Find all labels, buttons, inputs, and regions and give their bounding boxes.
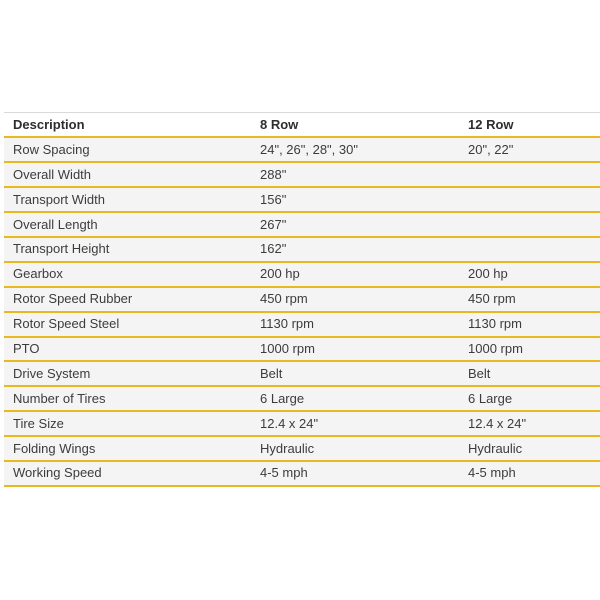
- cell-8-row: Hydraulic: [260, 440, 315, 456]
- header-8-row: 8 Row: [260, 116, 299, 132]
- cell-12-row: 20", 22": [468, 141, 514, 157]
- table-row: [4, 436, 600, 461]
- cell-description: Number of Tires: [13, 390, 106, 406]
- cell-12-row: 6 Large: [468, 390, 513, 406]
- cell-description: Tire Size: [13, 415, 64, 431]
- table-row: [4, 361, 600, 386]
- cell-8-row: 156": [260, 191, 287, 207]
- table-row: [4, 287, 600, 312]
- cell-description: Gearbox: [13, 266, 63, 282]
- table-row: [4, 337, 600, 362]
- cell-12-row: Belt: [468, 365, 491, 381]
- cell-8-row: Belt: [260, 365, 283, 381]
- cell-8-row: 450 rpm: [260, 291, 308, 307]
- cell-description: PTO: [13, 340, 40, 356]
- cell-8-row: 162": [260, 241, 287, 257]
- cell-12-row: Hydraulic: [468, 440, 523, 456]
- cell-8-row: 1000 rpm: [260, 340, 315, 356]
- cell-8-row: 4-5 mph: [260, 465, 308, 481]
- header-description: Description: [13, 116, 85, 132]
- cell-12-row: 4-5 mph: [468, 465, 516, 481]
- table-row: [4, 461, 600, 486]
- table-row: [4, 237, 600, 262]
- cell-12-row: [459, 162, 600, 187]
- cell-8-row: 12.4 x 24": [260, 415, 319, 431]
- cell-12-row: 450 rpm: [468, 291, 516, 307]
- cell-description: Overall Width: [13, 166, 92, 182]
- cell-12-row: [459, 187, 600, 212]
- table-row: [4, 187, 600, 212]
- cell-12-row: 1130 rpm: [468, 316, 522, 332]
- spec-table-header: [4, 113, 600, 138]
- table-row: [4, 262, 600, 287]
- cell-8-row: 288": [260, 166, 287, 182]
- cell-description: Transport Width: [13, 191, 105, 207]
- cell-description: Overall Length: [13, 216, 98, 232]
- cell-description: Working Speed: [13, 465, 102, 481]
- cell-description: Rotor Speed Rubber: [13, 291, 133, 307]
- cell-8-row: 267": [260, 216, 287, 232]
- header-row: [4, 113, 600, 138]
- cell-description: Folding Wings: [13, 440, 96, 456]
- table-row: [4, 411, 600, 436]
- cell-12-row: [459, 212, 600, 237]
- cell-description: Row Spacing: [13, 141, 90, 157]
- cell-description: Rotor Speed Steel: [13, 316, 120, 332]
- cell-8-row: 24", 26", 28", 30": [260, 141, 358, 157]
- cell-8-row: 6 Large: [260, 390, 305, 406]
- cell-12-row: 12.4 x 24": [468, 415, 527, 431]
- table-row: [4, 212, 600, 237]
- cell-12-row: 1000 rpm: [468, 340, 523, 356]
- table-row: [4, 386, 600, 411]
- spec-table-body: [4, 137, 600, 485]
- table-row: [4, 312, 600, 337]
- cell-12-row: [459, 237, 600, 262]
- header-12-row: 12 Row: [468, 116, 514, 132]
- table-row: [4, 137, 600, 162]
- cell-8-row: 200 hp: [260, 266, 300, 282]
- cell-description: Transport Height: [13, 241, 110, 257]
- cell-description: Drive System: [13, 365, 91, 381]
- cell-8-row: 1130 rpm: [260, 316, 314, 332]
- cell-12-row: 200 hp: [468, 266, 508, 282]
- spec-table: [4, 112, 600, 487]
- table-row: [4, 162, 600, 187]
